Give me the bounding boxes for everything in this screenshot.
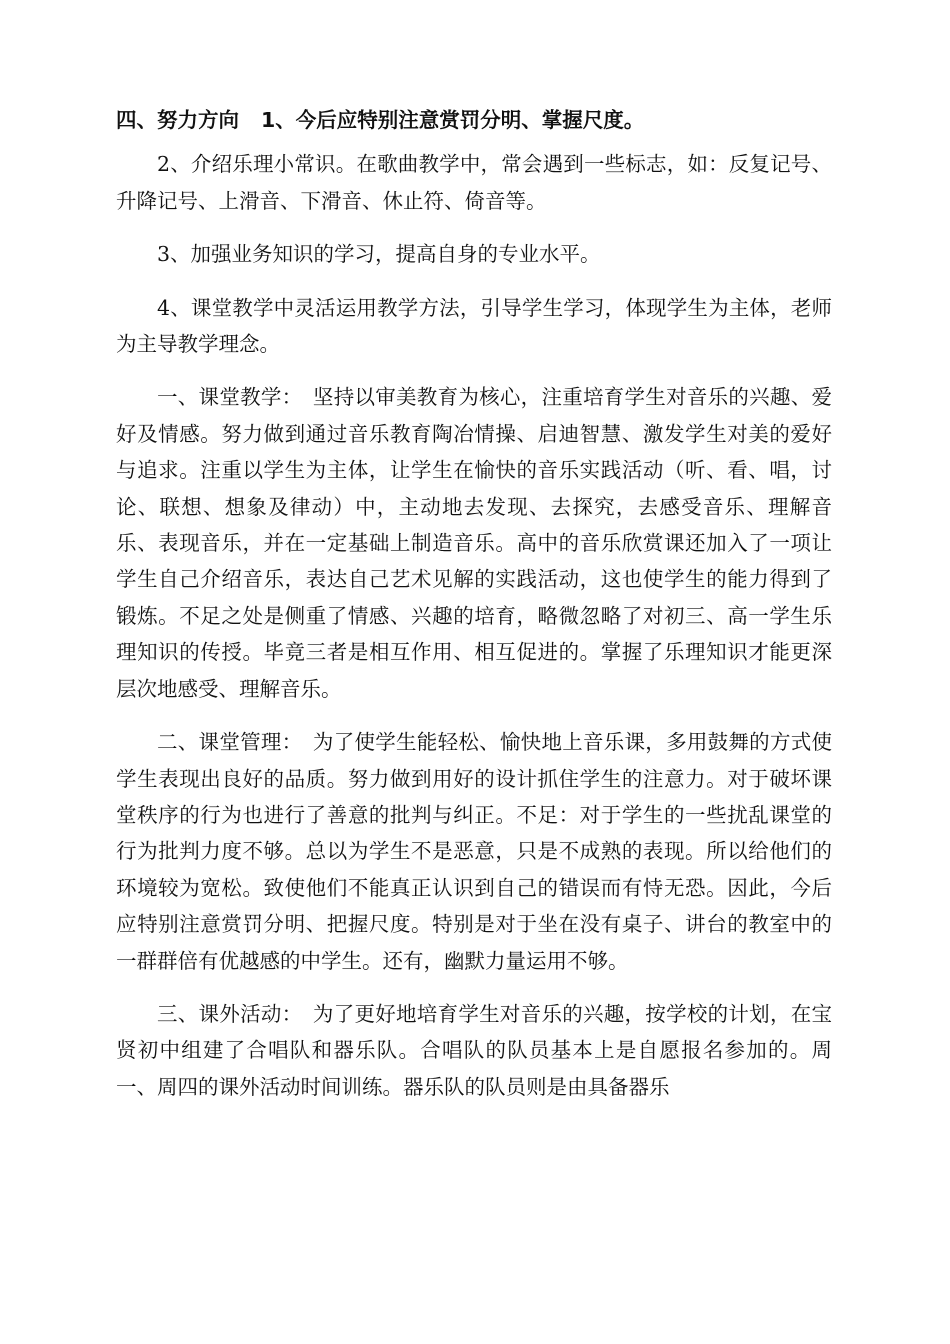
paragraph-classroom-management: 二、课堂管理： 为了使学生能轻松、愉快地上音乐课，多用鼓舞的方式使学生表现出良好的品质。努力做到用好的设计抓住学生的注意力。对于破坏课堂秩序的行为也进行了善意的批判与纠正。不足：对于学生的一些扰乱课堂的行为批判力度不够。总以为学生不是恶意，只是不成熟的表现。所以给他们的环境较为宽松。致使他们不能真正认识到自己的错误而有恃无恐。因此，今后应特别注意赏罚分明、把握尺度。特别是对于坐在没有桌子、讲台的教室中的一群群倍有优越感的中学生。还有，幽默力量运用不够。 <box>116 730 832 973</box>
document-page <box>116 102 832 1122</box>
heading-title: 四、努力方向 <box>116 108 239 132</box>
paragraph-classroom-teaching: 一、课堂教学： 坚持以审美教育为核心，注重培育学生对音乐的兴趣、爱好及情感。努力做到通过音乐教育陶冶情操、启迪智慧、激发学生对美的爱好与追求。注重以学生为主体，让学生在愉快的音乐实践活动（听、看、唱，讨论、联想、想象及律动）中，主动地去发现、去探究，去感受音乐、理解音乐、表现音乐，并在一定基础上制造音乐。高中的音乐欣赏课还加入了一项让学生自己介绍音乐，表达自己艺术见解的实践活动，这也使学生的能力得到了锻炼。不足之处是侧重了情感、兴趣的培育，略微忽略了对初三、高一学生乐理知识的传授。毕竟三者是相互作用、相互促进的。掌握了乐理知识才能更深层次地感受、理解音乐。 <box>116 385 832 701</box>
heading-point: 1、今后应特别注意赏罚分明、掌握尺度。 <box>261 108 645 132</box>
paragraph-teaching-methods: 4、课堂教学中灵活运用教学方法，引导学生学习，体现学生为主体，老师为主导教学理念。 <box>116 295 832 357</box>
paragraph-professional-study: 3、加强业务知识的学习，提高自身的专业水平。 <box>157 242 601 267</box>
section-heading <box>116 102 832 138</box>
paragraph-extracurricular: 三、课外活动： 为了更好地培育学生对音乐的兴趣，按学校的计划，在宝贤初中组建了合唱队和器乐队。合唱队的队员基本上是自愿报名参加的。周一、周四的课外活动时间训练。器乐队的队员则是由具备器乐 <box>116 1001 832 1099</box>
paragraph-music-theory: 2、介绍乐理小常识。在歌曲教学中，常会遇到一些标志，如：反复记号、升降记号、上滑音、下滑音、休止符、倚音等。 <box>116 152 832 213</box>
